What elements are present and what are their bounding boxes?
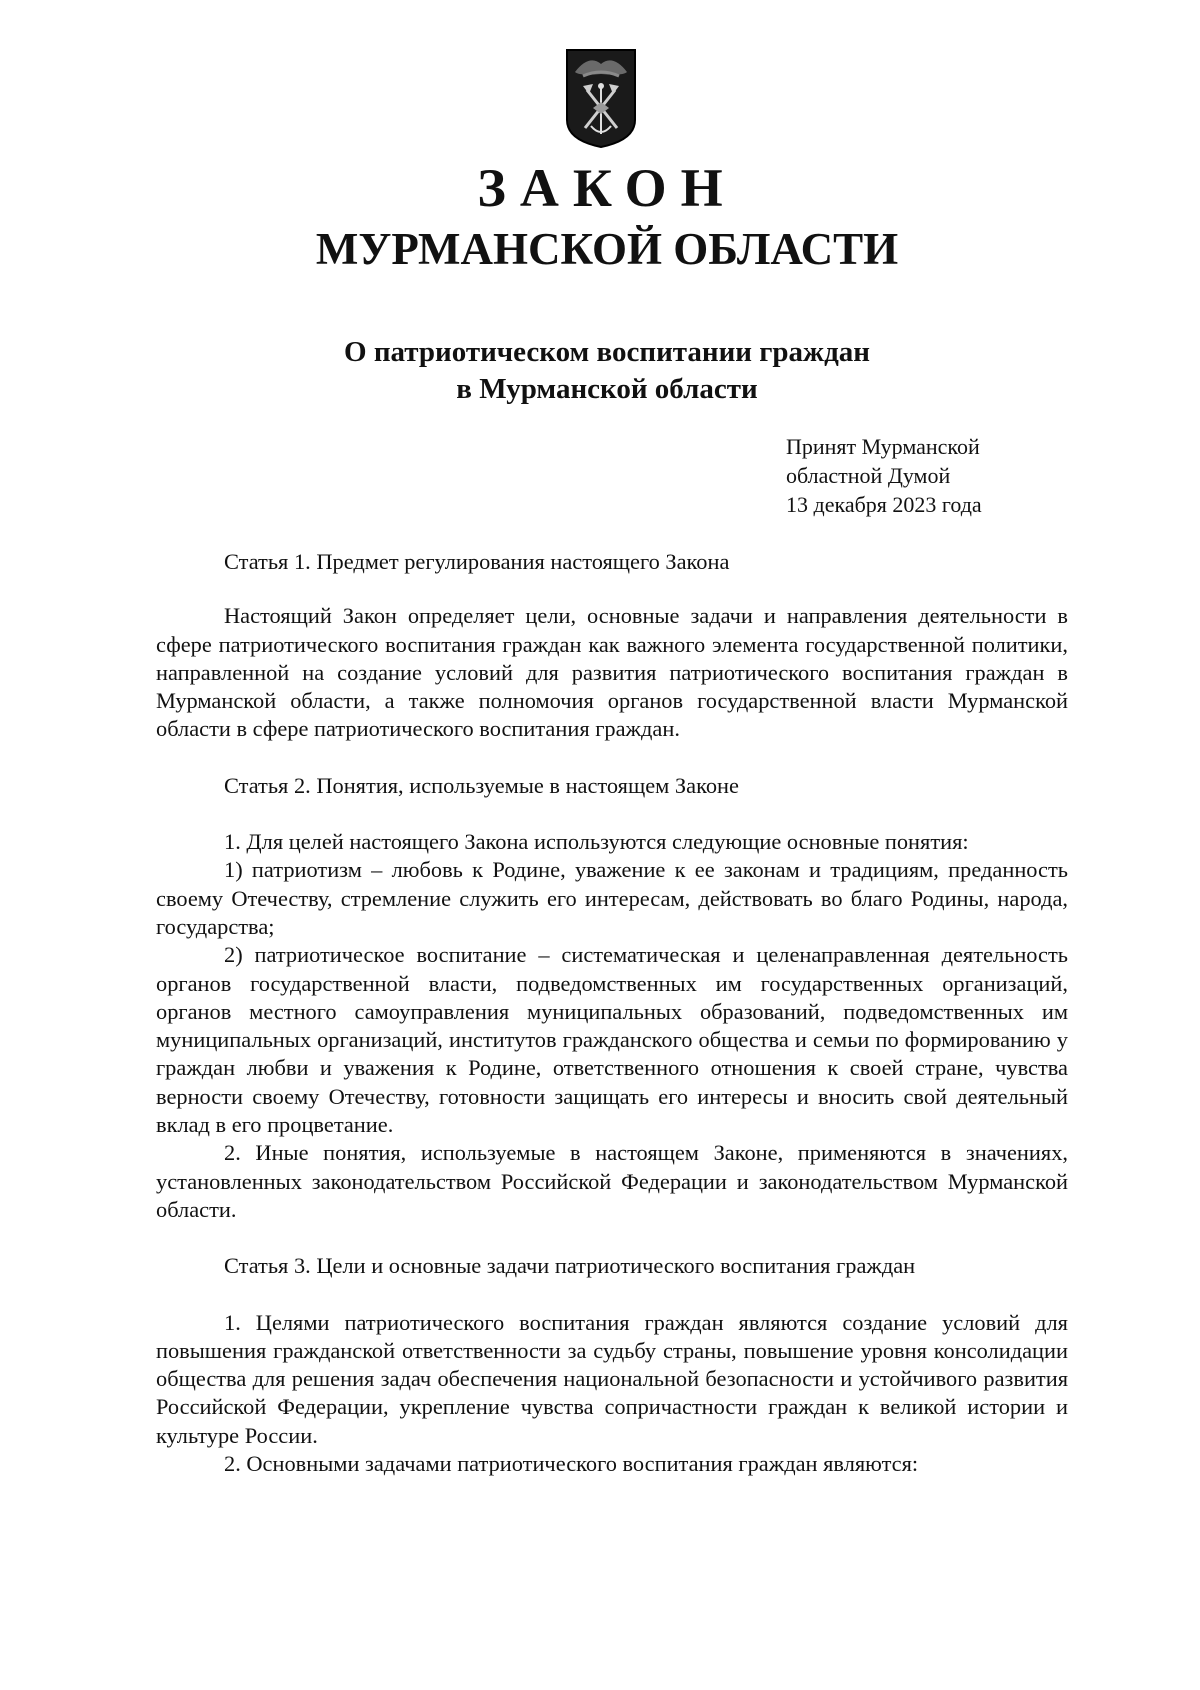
article-2-clause-1: 1. Для целей настоящего Закона используются следующие основные понятия: — [224, 829, 969, 855]
article-2-clause-2: 2. Иные понятия, используемые в настоящем Законе, применяются в значениях, установленных законодательством Российской Федерации и законодательством Мурманской области. — [156, 1140, 1068, 1222]
subtitle-line-2: в Мурманской области — [456, 373, 758, 405]
article-2-heading: Статья 2. Понятия, используемые в настоящем Законе — [224, 772, 739, 798]
article-1-heading: Статья 1. Предмет регулирования настоящего Закона — [224, 549, 730, 574]
article-2-item-1: 1) патриотизм – любовь к Родине, уважение к ее законам и традициям, преданность своему Отечеству, стремление служить его интересам, действовать во благо Родины, народа, государства; — [156, 857, 1068, 939]
adoption-date: 13 декабря 2023 года — [786, 492, 982, 517]
law-title: ЗАКОН — [477, 158, 737, 218]
adoption-line-1: Принят Мурманской — [786, 434, 980, 459]
article-1-paragraph: Настоящий Закон определяет цели, основные задачи и направления деятельности в сфере патриотического воспитания граждан как важного элемента государственной политики, направленной на создание условий для развития патриотического воспитания граждан в Мурманской области, а также полномочия органов государственной власти Мурманской области в сфере патриотического воспитания граждан. — [156, 603, 1068, 742]
article-3-heading: Статья 3. Цели и основные задачи патриотического воспитания граждан — [224, 1253, 916, 1279]
adoption-line-2: областной Думой — [786, 463, 951, 488]
adoption-note — [786, 432, 982, 519]
article-2-item-2: 2) патриотическое воспитание – систематическая и целенаправленная деятельность органов государственной власти, подведомственных им государственных организаций, органов местного самоуправления муниципальных образований, подведомственных им муниципальных организаций, институтов гражданского общества и семьи по формированию у граждан любви и уважения к Родине, ответственного отношения к своей стране, чувства верности своему Отечеству, готовности защищать его интересы и вносить свой деятельный вклад в его процветание. — [156, 942, 1068, 1138]
law-subtitle — [0, 334, 1200, 408]
region-title: МУРМАНСКОЙ ОБЛАСТИ — [315, 224, 899, 274]
subtitle-line-1: О патриотическом воспитании граждан — [344, 336, 870, 368]
article-3-clause-2: 2. Основными задачами патриотического воспитания граждан являются: — [224, 1451, 919, 1477]
coat-of-arms-icon — [563, 46, 639, 150]
law-body — [156, 548, 1068, 1478]
article-3-clause-1: 1. Целями патриотического воспитания граждан являются создание условий для повышения гражданской ответственности за судьбу страны, повышение уровня консолидации общества для решения задач обеспечения национальной безопасности и устойчивого развития Российской Федерации, укрепление чувства сопричастности граждан к великой истории и культуре России. — [156, 1309, 1068, 1448]
